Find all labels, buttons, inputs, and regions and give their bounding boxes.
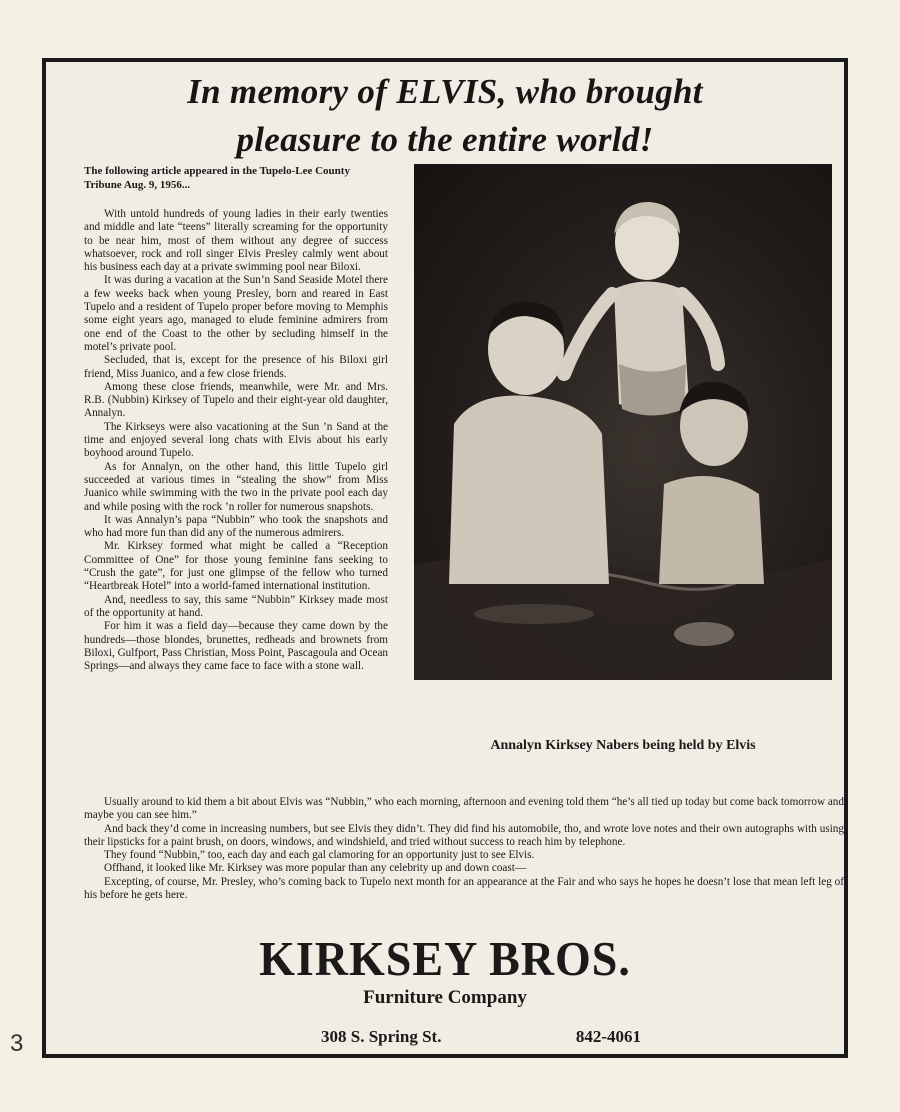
- article-paragraph: Usually around to kid them a bit about Elvis was “Nubbin,” who each morning, afternoon and evening told them “he’s all tied up today but come back tomorrow and maybe you can see him.”: [84, 796, 844, 822]
- advertiser-name: KIRKSEY BROS.: [259, 931, 631, 986]
- article-paragraph: With untold hundreds of young ladies in their early twenties and middle and late “teens” literally screaming for the opportunity to be near him, most of them without any degree of success whatsoever, rock and roll singer Elvis Presley calmly went about his business each day at a private swimming pool near Biloxi.: [84, 208, 388, 274]
- article-paragraph: They found “Nubbin,” too, each day and each gal clamoring for an opportunity just to see Elvis.: [104, 849, 535, 862]
- article-paragraph: Secluded, that is, except for the presence of his Biloxi girl friend, Miss Juanico, and a few close friends.: [84, 354, 388, 380]
- photo-illustration: [414, 164, 832, 680]
- article-paragraph: For him it was a field day—because they came down by the hundreds—those blondes, brunettes, redheads and brownets from Biloxi, Gulfport, Pass Christian, Moss Point, Pascagoula and Ocean Springs—and always they came face to face with a stone wall.: [84, 620, 388, 673]
- pool-photo: [414, 164, 832, 680]
- article-intro: The following article appeared in the Tupelo-Lee County Tribune Aug. 9, 1956...: [84, 165, 350, 191]
- article-paragraph: Among these close friends, meanwhile, were Mr. and Mrs. R.B. (Nubbin) Kirksey of Tupelo and their eight-year old daughter, Annalyn.: [84, 380, 388, 420]
- headline: [46, 68, 844, 164]
- memorial-ad-frame: [42, 58, 848, 1058]
- advertiser-contact: [321, 1027, 641, 1047]
- article-continuation: [84, 796, 844, 902]
- article-column: [84, 208, 388, 673]
- advertiser-phone: 842-4061: [575, 1027, 641, 1046]
- article-paragraph: Excepting, of course, Mr. Presley, who’s coming back to Tupelo next month for an appearance at the Fair and who says he hopes he doesn’t lose that mean left leg of his before he gets here.: [84, 875, 844, 902]
- photo-caption: Annalyn Kirksey Nabers being held by Elvis: [490, 738, 756, 753]
- article-paragraph: As for Annalyn, on the other hand, this little Tupelo girl succeeded at various times in “stealing the show” from Miss Juanico while swimming with the two in the private pool each day and while posing with the rock ’n roller for numerous snapshots.: [84, 460, 388, 513]
- article-paragraph: It was Annalyn’s papa “Nubbin” who took the snapshots and who had more fun than did any of the numerous admirers.: [84, 513, 388, 540]
- page-number: 3: [10, 1030, 24, 1057]
- article-paragraph: Offhand, it looked like Mr. Kirksey was more popular than any celebrity up and down coast—: [104, 862, 527, 875]
- article-paragraph: It was during a vacation at the Sun’n Sand Seaside Motel there a few weeks back when young Presley, born and reared in East Tupelo and a resident of Tupelo proper before moving to Memphis some eight years ago, managed to elude feminine admirers from one end of the Coast to the other by secluding himself in the motel’s private pool.: [84, 274, 388, 353]
- article-paragraph: The Kirkseys were also vacationing at the Sun ’n Sand at the time and enjoyed several long chats with Elvis about his early boyhood around Tupelo.: [84, 420, 388, 460]
- advertiser-subtitle: Furniture Company: [363, 987, 527, 1008]
- headline-line-2: pleasure to the entire world!: [236, 120, 654, 159]
- article-paragraph: Mr. Kirksey formed what might be called a “Reception Committee of One” for those young feminine fans seeking to “Crush the gate”, for just one glimpse of the fellow who turned “Heartbreak Hotel” into a world-famed international institution.: [84, 540, 388, 593]
- advertiser-address: 308 S. Spring St.: [321, 1027, 442, 1046]
- headline-line-1: In memory of ELVIS, who brought: [187, 72, 703, 111]
- article-paragraph: And back they’d come in increasing numbers, but see Elvis they didn’t. They did find his automobile, tho, and wrote love notes and their own autographs with using their lipsticks for a paint brush, on doors, windows, and windshield, and tried without success to reach him by telephone.: [84, 822, 844, 848]
- article-paragraph: And, needless to say, this same “Nubbin” Kirksey made most of the opportunity at hand.: [84, 593, 388, 619]
